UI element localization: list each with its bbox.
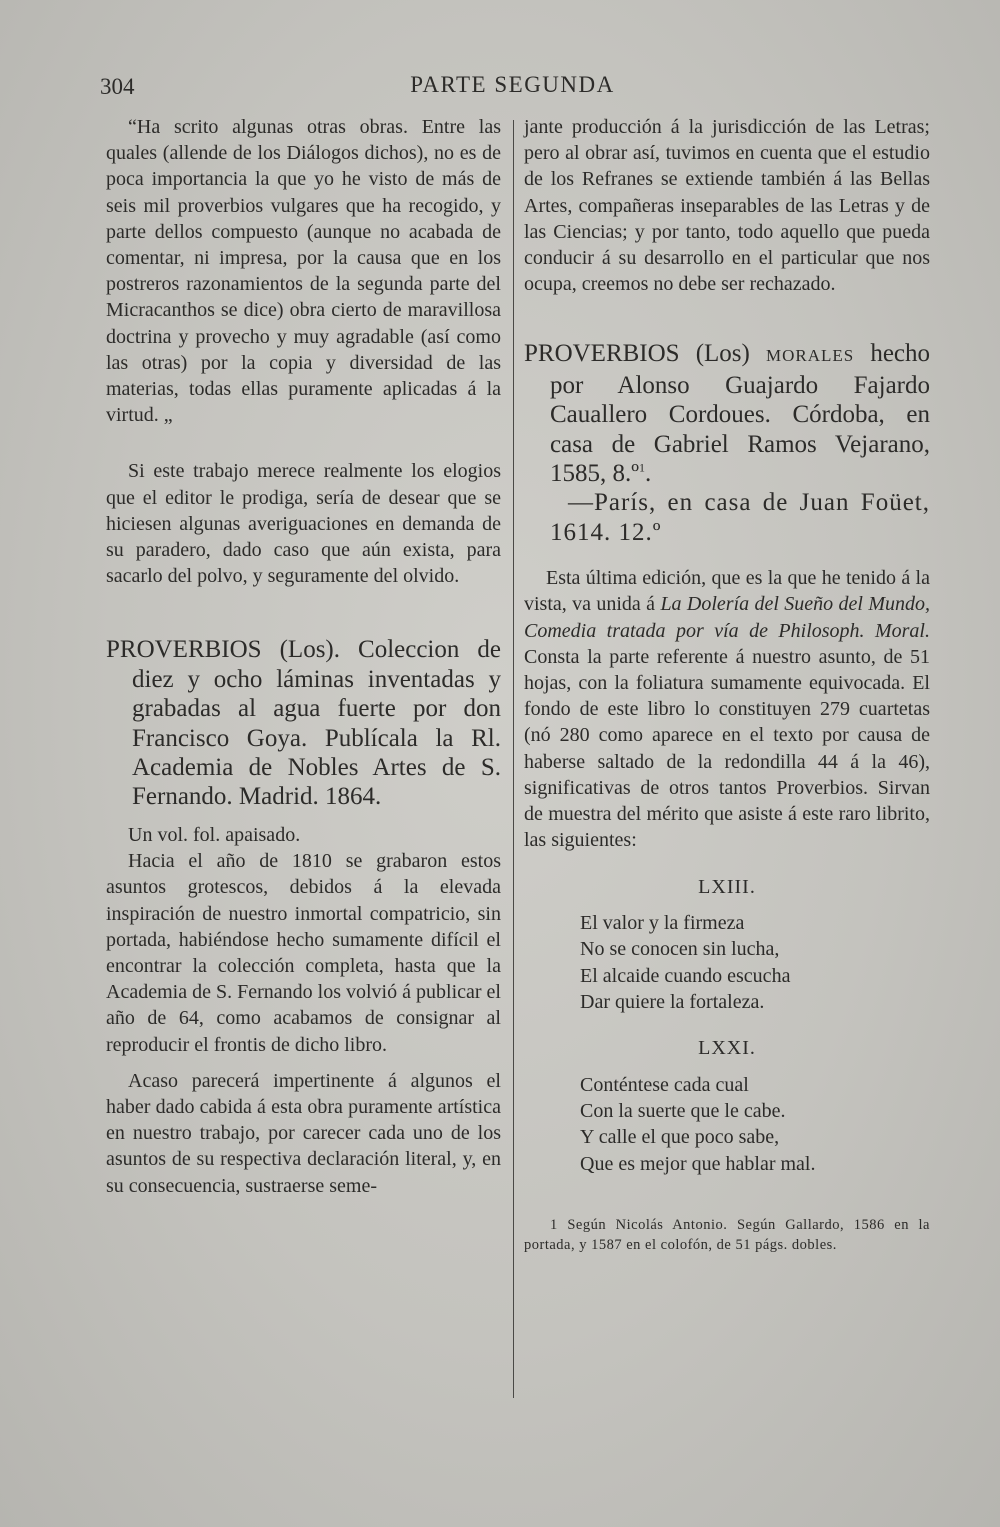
- bibliographic-entry-goya: PROVERBIOS (Los). Coleccion de diez y ocho láminas inventadas y grabadas al agua fuerte por don Francisco Goya. Publícala la Rl. Academia de Nobles Artes de S. Fernando. Madrid. 1864.: [106, 636, 501, 811]
- verse-line: No se conocen sin lucha,: [580, 938, 780, 961]
- stanza-lxiii: [524, 910, 930, 1016]
- format-line: Un vol. fol. apaisado.: [128, 823, 301, 846]
- quote-paragraph: “Ha scrito algunas otras obras. Entre las quales (allende de los Diálogos dichos), no es de poca importancia la que yo he visto de más de seis mil proverbios vulgares que ha recogido, y parte dellos compuesto (aunque no acabada de comentar, ni impresa, por la causa que en los postreros razonamientos de la segunda parte del Micracanthos se dice) obra cierto de maravillosa doctrina y provecho y muy agradable (así como las otras) por la copia y diversidad de las materias, todas ellas puramente aplicadas á la virtud. „: [106, 116, 501, 427]
- verse-line: Dar quiere la fortaleza.: [580, 990, 765, 1013]
- edition-paragraph: [524, 565, 930, 853]
- right-column: [524, 114, 930, 1255]
- entry-period: .: [645, 460, 652, 488]
- verse-line: Con la suerte que le cabe.: [580, 1099, 786, 1122]
- verse-line: Que es mejor que hablar mal.: [580, 1152, 816, 1175]
- verse-line: El valor y la firmeza: [580, 911, 745, 934]
- edition-text-start: Esta última edición, que es la que he tenido á la vista, va unida á: [524, 567, 930, 616]
- stanza-number-lxiii: LXIII.: [698, 875, 756, 898]
- stanza-number-lxxi: LXXI.: [698, 1037, 756, 1060]
- column-divider: [513, 120, 514, 1398]
- verse-line: El alcaide cuando escucha: [580, 964, 791, 987]
- edition-text-end: Consta la parte referente á nuestro asunto, de 51 hojas, con la foliatura sumamente equivocada. El fondo de este libro lo constituyen 279 cuartetas (nó 280 como aparece en el texto por causa de haberse saltado de la redondilla 44 á la 46), significativas de otros tantos Proverbios. Sirvan de muestra del mérito que asiste á este raro librito, las siguientes:: [524, 645, 930, 852]
- footnote-reference: 1: [639, 460, 646, 475]
- entry-morales: MORALES: [765, 346, 855, 366]
- commentary-paragraph: Si este trabajo merece realmente los elogios que el editor le prodiga, sería de desear que se hiciesen algunas averiguaciones en demanda de su paradero, dado caso que aún exista, para sacarlo del polvo, y seguramente del olvido.: [106, 460, 501, 588]
- left-column: [106, 114, 501, 1199]
- entry-second-edition: —París, en casa de Juan Foüet, 1614. 12.º: [550, 489, 930, 546]
- history-paragraph: Hacia el año de 1810 se grabaron estos asuntos grotescos, debidos á la elevada inspiración de nuestro inmortal compatricio, sin portada, habiéndose hecho sumamente difícil el encontrar la colección completa, hasta que la Academia de S. Fernando los volvió á publicar el año de 64, como acabamos de consignar al reproducir el frontis de dicho libro.: [106, 850, 501, 1056]
- entry-heading: PROVERBIOS (Los): [524, 340, 750, 368]
- verse-line: Conténtese cada cual: [580, 1073, 749, 1096]
- footnote: 1 Según Nicolás Antonio. Según Gallardo, 1586 en la portada, y 1587 en el colofón, de 51 págs. dobles.: [524, 1217, 930, 1254]
- verse-line: Y calle el que poco sabe,: [580, 1126, 780, 1149]
- page-number: 304: [100, 74, 135, 99]
- entry-details: hecho por Alonso Guajardo Fajardo Cauallero Cordoues. Córdoba, en casa de Gabriel Ramos Vejarano, 1585, 8.º: [550, 340, 931, 488]
- justification-paragraph: Acaso parecerá impertinente á algunos el haber dado cabida á esta obra puramente artística en nuestro trabajo, por carecer cada uno de los asuntos de su respectiva declaración literal, y, en su consecuencia, sustraerse seme-: [106, 1069, 501, 1197]
- bibliographic-entry-guajardo: [524, 339, 930, 488]
- continuation-paragraph: jante producción á la jurisdicción de las Letras; pero al obrar así, tuvimos en cuenta que el estudio de los Refranes se extiende también á las Bellas Artes, compañeras inseparables de las Letras y de las Ciencias; y por tanto, todo aquello que pueda conducir á su desarrollo en el particular que nos ocupa, creemos no debe ser rechazado.: [524, 116, 930, 296]
- stanza-lxxi: [524, 1072, 930, 1178]
- edition-work-title: La Dolería del Sueño del Mundo, Comedia tratada por vía de Philosoph. Moral.: [524, 593, 931, 642]
- running-head: PARTE SEGUNDA: [410, 72, 615, 97]
